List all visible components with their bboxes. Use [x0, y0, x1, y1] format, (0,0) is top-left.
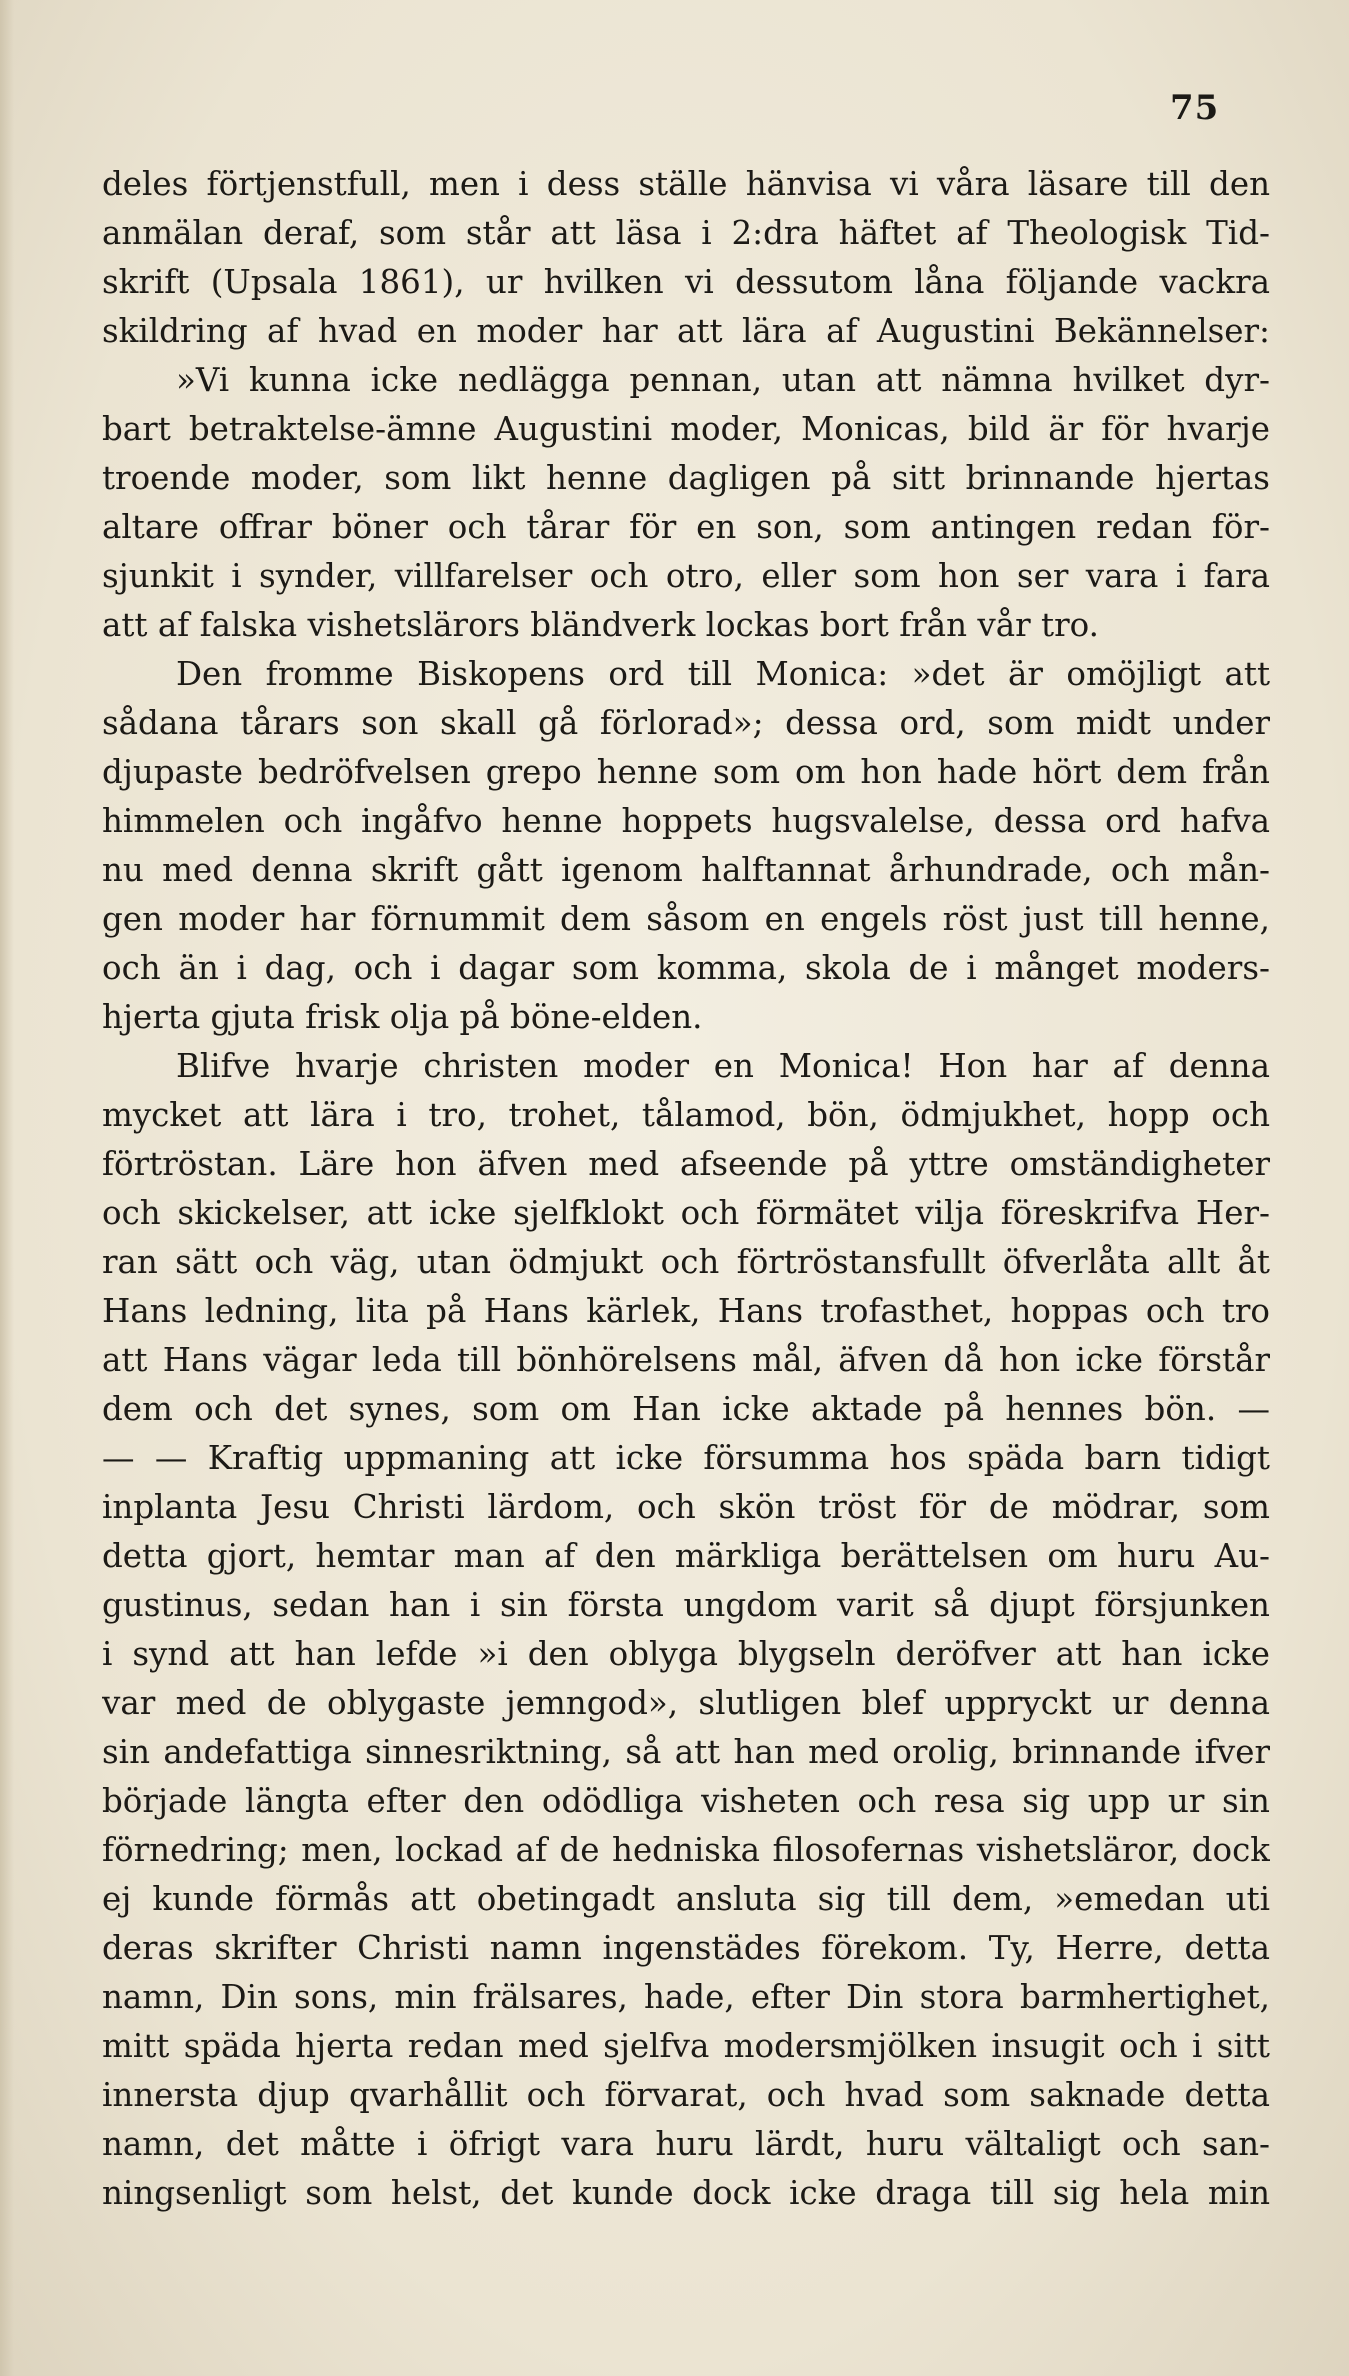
text-line: innersta djup qvarhållit och förvarat, och hvad som saknade detta — [102, 2076, 1270, 2114]
text-line: altare offrar böner och tårar för en son, som antingen redan för- — [102, 508, 1270, 546]
text-line: anmälan deraf, som står att läsa i 2:dra häftet af Theologisk Tid- — [102, 214, 1270, 252]
text-line: att Hans vägar leda till bönhörelsens mål, äfven då hon icke förstår — [102, 1341, 1270, 1379]
text-line: sjunkit i synder, villfarelser och otro, eller som hon ser vara i fara — [102, 557, 1270, 595]
text-line: gustinus, sedan han i sin första ungdom varit så djupt försjunken — [102, 1586, 1270, 1624]
text-line: Hans ledning, lita på Hans kärlek, Hans trofasthet, hoppas och tro — [102, 1292, 1270, 1330]
text-line: troende moder, som likt henne dagligen på sitt brinnande hjertas — [102, 459, 1270, 497]
text-line: mycket att lära i tro, trohet, tålamod, bön, ödmjukhet, hopp och — [102, 1096, 1270, 1134]
text-line: himmelen och ingåfvo henne hoppets hugsvalelse, dessa ord hafva — [102, 802, 1270, 840]
text-line: — — Kraftig uppmaning att icke försumma hos späda barn tidigt — [102, 1439, 1270, 1477]
text-line: hjerta gjuta frisk olja på böne-elden. — [102, 998, 703, 1036]
text-line: »Vi kunna icke nedlägga pennan, utan att nämna hvilket dyr- — [176, 361, 1270, 399]
text-line: i synd att han lefde »i den oblyga blygseln deröfver att han icke — [102, 1635, 1270, 1673]
text-line: Blifve hvarje christen moder en Monica! Hon har af denna — [176, 1047, 1270, 1085]
text-line: skildring af hvad en moder har att lära af Augustini Bekännelser: — [102, 312, 1270, 350]
text-line: nu med denna skrift gått igenom halftannat århundrade, och mån- — [102, 851, 1270, 889]
text-line: ningsenligt som helst, det kunde dock icke draga till sig hela min — [102, 2174, 1270, 2212]
text-line: gen moder har förnummit dem såsom en engels röst just till henne, — [102, 900, 1270, 938]
text-line: förtröstan. Läre hon äfven med afseende på yttre omständigheter — [102, 1145, 1270, 1183]
text-line: namn, Din sons, min frälsares, hade, efter Din stora barmhertighet, — [102, 1978, 1270, 2016]
text-line: Den fromme Biskopens ord till Monica: »det är omöjligt att — [176, 655, 1270, 693]
text-line: sin andefattiga sinnesriktning, så att han med orolig, brinnande ifver — [102, 1733, 1270, 1771]
text-line: ej kunde förmås att obetingadt ansluta sig till dem, »emedan uti — [102, 1880, 1270, 1918]
text-line: sådana tårars son skall gå förlorad»; dessa ord, som midt under — [102, 704, 1270, 742]
text-line: ran sätt och väg, utan ödmjukt och förtröstansfullt öfverlåta allt åt — [102, 1243, 1270, 1281]
text-line: förnedring; men, lockad af de hedniska filosofernas vishetsläror, dock — [102, 1831, 1270, 1869]
text-line: detta gjort, hemtar man af den märkliga berättelsen om huru Au- — [102, 1537, 1270, 1575]
text-line: var med de oblygaste jemngod», slutligen blef uppryckt ur denna — [102, 1684, 1270, 1722]
text-line: och skickelser, att icke sjelfklokt och förmätet vilja föreskrifva Her- — [102, 1194, 1270, 1232]
text-line: mitt späda hjerta redan med sjelfva modersmjölken insugit och i sitt — [102, 2027, 1270, 2065]
text-line: deras skrifter Christi namn ingenstädes förekom. Ty, Herre, detta — [102, 1929, 1270, 1967]
text-line: dem och det synes, som om Han icke aktade på hennes bön. — — [102, 1390, 1270, 1428]
page-gutter-shadow — [0, 0, 14, 2376]
text-line: började längta efter den odödliga visheten och resa sig upp ur sin — [102, 1782, 1270, 1820]
text-line: deles förtjenstfull, men i dess ställe hänvisa vi våra läsare till den — [102, 165, 1270, 203]
body-text — [102, 160, 1270, 2218]
text-line: inplanta Jesu Christi lärdom, och skön tröst för de mödrar, som — [102, 1488, 1270, 1526]
text-line: namn, det måtte i öfrigt vara huru lärdt, huru vältaligt och san- — [102, 2125, 1270, 2163]
text-line: och än i dag, och i dagar som komma, skola de i månget moders- — [102, 949, 1270, 987]
text-line: djupaste bedröfvelsen grepo henne som om hon hade hört dem från — [102, 753, 1270, 791]
text-line: att af falska vishetslärors bländverk lockas bort från vår tro. — [102, 606, 1099, 644]
page-number: 75 — [1170, 88, 1220, 128]
text-line: skrift (Upsala 1861), ur hvilken vi dessutom låna följande vackra — [102, 263, 1270, 301]
text-line: bart betraktelse-ämne Augustini moder, Monicas, bild är för hvarje — [102, 410, 1270, 448]
